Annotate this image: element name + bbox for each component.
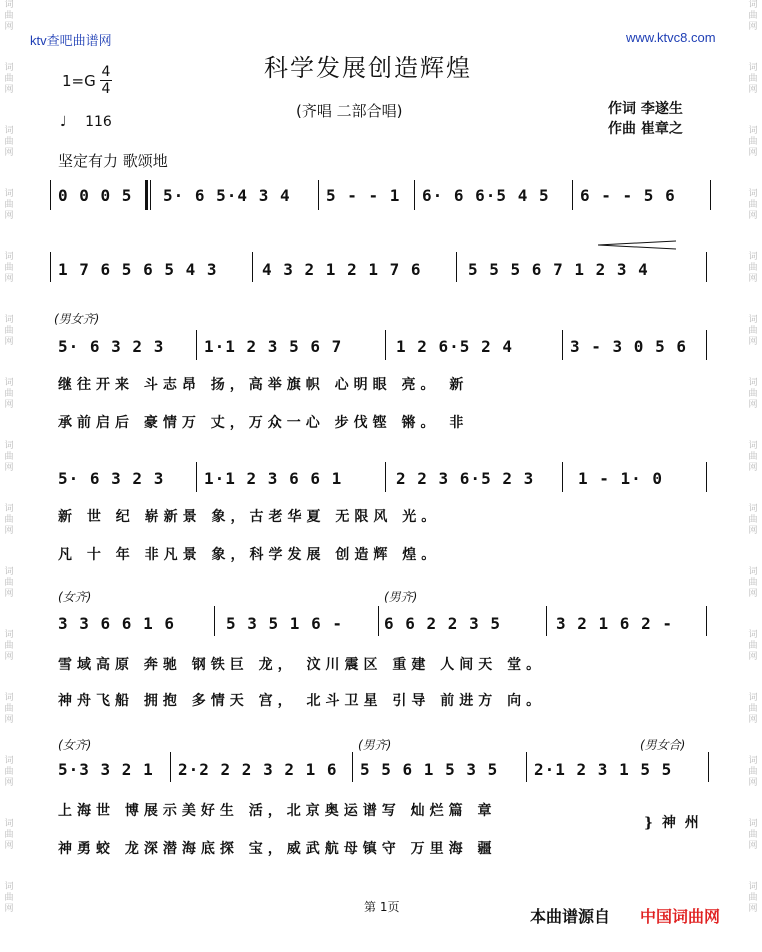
quarter-note-icon: ♩ — [60, 114, 67, 130]
measure: 5 5 6 1 5 3 5 — [360, 760, 499, 779]
part-label: (女齐) — [58, 738, 92, 752]
measure: 3 - 3 0 5 6 — [570, 337, 687, 356]
measure: 3 3 6 6 1 6 — [58, 614, 175, 633]
part-label: (男齐) — [358, 738, 392, 752]
site-link-left[interactable]: ktv查吧曲谱网 — [30, 33, 112, 48]
page-number: 第 1页 — [364, 900, 400, 914]
tempo-value: 116 — [85, 114, 112, 130]
lyricist: 作词 李遂生 — [608, 101, 683, 117]
measure: 2 2 3 6·5 2 3 — [396, 469, 535, 488]
measure: 5·3 3 2 1 — [58, 760, 154, 779]
lyric-line-1: 上海世 博展示美好生 活，北京奥运谱写 灿烂篇 章 — [58, 803, 497, 819]
time-bottom: 4 — [101, 81, 111, 97]
time-signature — [100, 64, 112, 97]
tempo — [60, 114, 112, 130]
measure: 5 3 5 1 6 - — [226, 614, 343, 633]
watermark-right: 词 曲 网 词 曲 网 词 曲 网 词 曲 网 词 曲 网 词 曲 网 词 曲 网 词 曲 网 词 曲 网 词 曲 网 词 曲 网 词 曲 网 词 曲 网 词 曲 网 词 曲 网 — [748, 0, 758, 914]
decrescendo-mark — [598, 240, 678, 250]
lyric-line-2: 凡 十 年 非凡景 象，科学发展 创造辉 煌。 — [58, 547, 441, 563]
measure: 1 7 6 5 6 5 4 3 — [58, 260, 218, 279]
lyric-line-1: 继往开来 斗志昂 扬，高举旗帜 心明眼 亮。 新 — [58, 377, 469, 393]
part-label: (男女合) — [640, 738, 686, 752]
measure: 2·2 2 2 3 2 1 6 — [178, 760, 338, 779]
key-signature: 1=G — [62, 72, 96, 90]
measure: 1·1 2 3 5 6 7 — [204, 337, 343, 356]
watermark-left: 词 曲 网 词 曲 网 词 曲 网 词 曲 网 词 曲 网 词 曲 网 词 曲 网 词 曲 网 词 曲 网 词 曲 网 词 曲 网 词 曲 网 词 曲 网 词 曲 网 词 曲 网 — [4, 0, 14, 914]
measure: 6 6 2 2 3 5 — [384, 614, 501, 633]
expression-mark: 坚定有力 歌颂地 — [58, 152, 168, 170]
measure: 5 - - 1 — [326, 186, 401, 205]
lyric-line-2: 神勇蛟 龙深潜海底探 宝，威武航母镇守 万里海 疆 — [58, 841, 497, 857]
lyric-line-2: 承前启后 豪情万 丈，万众一心 步伐铿 锵。 非 — [58, 415, 469, 431]
measure: 0 0 0 5 — [58, 186, 133, 205]
part-label: (男齐) — [384, 590, 418, 604]
part-label: (男女齐) — [54, 312, 100, 326]
measure: 3 2 1 6 2 - — [556, 614, 673, 633]
time-top: 4 — [101, 64, 111, 80]
song-title: 科学发展创造辉煌 — [264, 54, 472, 82]
measure: 2·1 2 3 1 5 5 — [534, 760, 673, 779]
composer: 作曲 崔章之 — [608, 121, 683, 137]
lyric-tail: } 神 州 — [644, 815, 701, 831]
measure: 5· 6 3 2 3 — [58, 469, 165, 488]
source-label: 本曲谱源自 — [530, 907, 611, 926]
measure: 1 - 1· 0 — [578, 469, 664, 488]
measure: 6· 6 6·5 4 5 — [422, 186, 550, 205]
measure: 5· 6 5·4 3 4 — [163, 186, 291, 205]
measure: 4 3 2 1 2 1 7 6 — [262, 260, 422, 279]
measure: 5 5 5 6 7 1 2 3 4 — [468, 260, 649, 279]
site-link-right[interactable]: www.ktvc8.com — [626, 30, 716, 45]
measure: 1·1 2 3 6 6 1 — [204, 469, 343, 488]
lyric-line-1: 雪域高原 奔驰 钢铁巨 龙， 汶川震区 重建 人间天 堂。 — [58, 657, 546, 673]
measure: 1 2 6·5 2 4 — [396, 337, 513, 356]
measure: 6 - - 5 6 — [580, 186, 676, 205]
lyric-line-1: 新 世 纪 崭新景 象，古老华夏 无限风 光。 — [58, 509, 441, 525]
part-label: (女齐) — [58, 590, 92, 604]
measure: 5· 6 3 2 3 — [58, 337, 165, 356]
brand-link[interactable]: 中国词曲网 — [640, 907, 721, 926]
subtitle: (齐唱 二部合唱) — [296, 102, 403, 120]
lyric-line-2: 神舟飞船 拥抱 多情天 宫， 北斗卫星 引导 前进方 向。 — [58, 693, 546, 709]
